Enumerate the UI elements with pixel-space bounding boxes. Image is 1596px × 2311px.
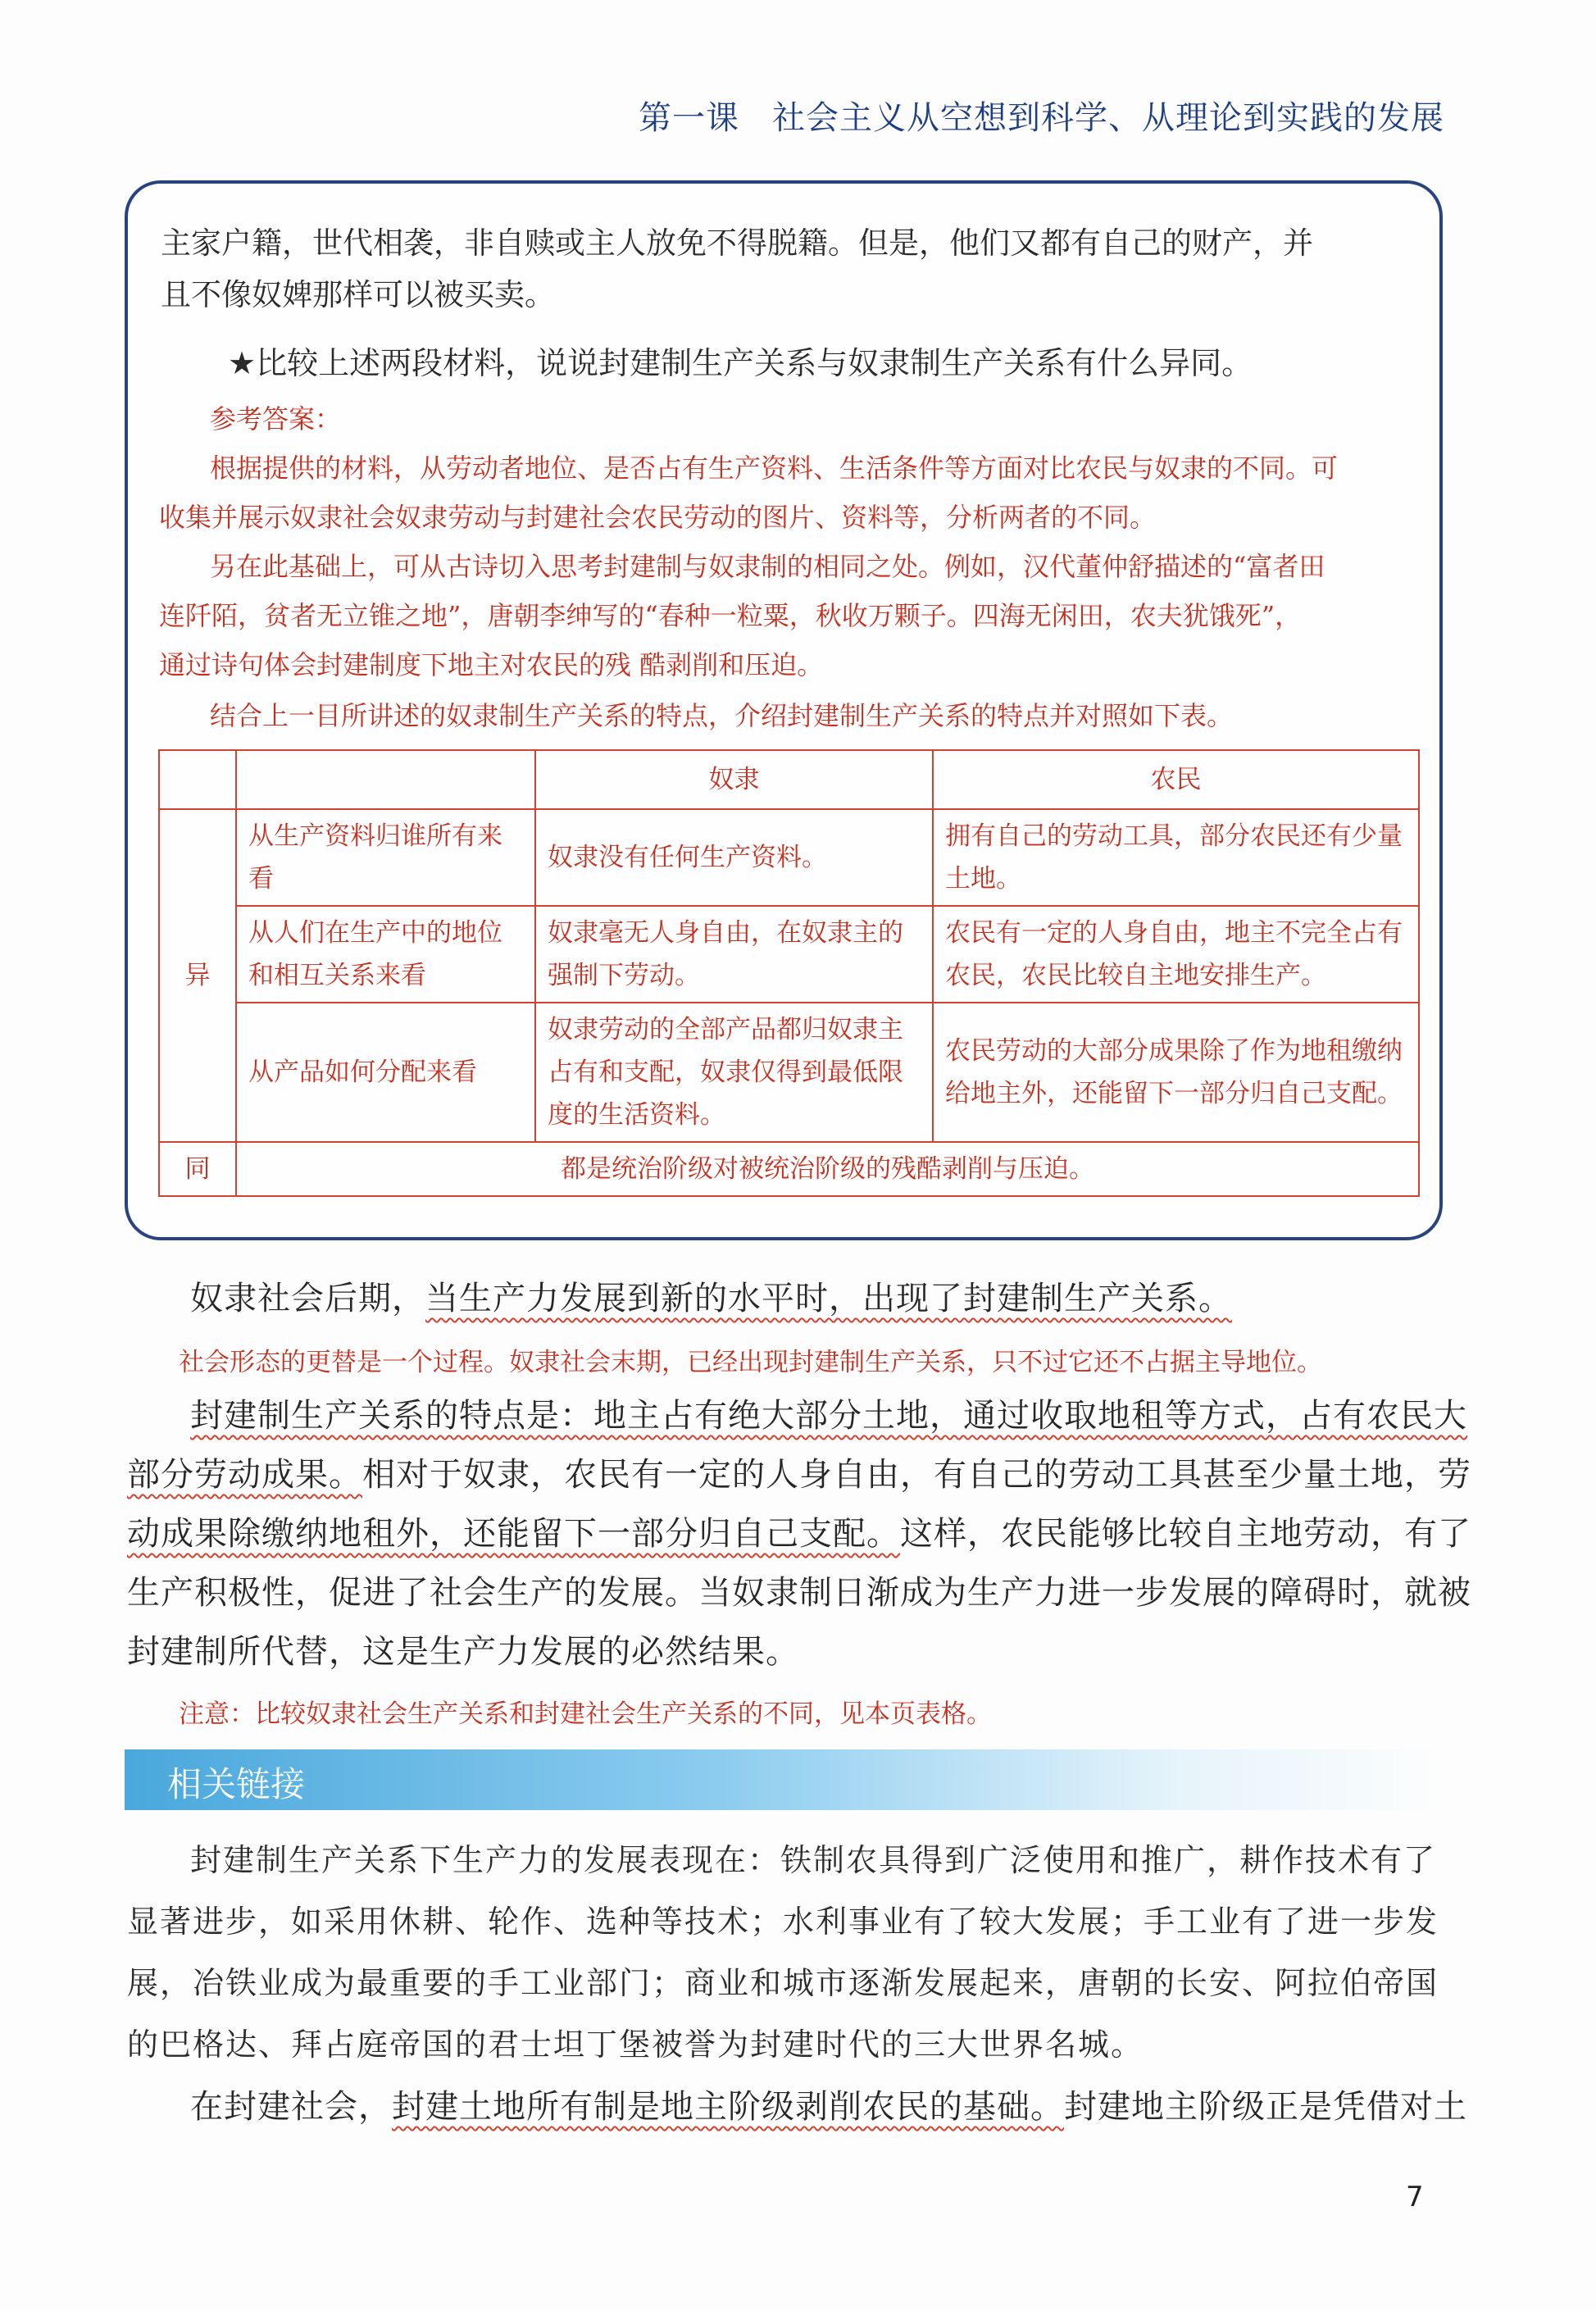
text-span: 奴隶社会后期， (190, 1280, 425, 1317)
page-number: 7 (1406, 2181, 1424, 2213)
underlined-text: 封建土地所有制是地主阶级剥削农民的基础。 (392, 2088, 1064, 2126)
peasant-cell: 农民劳动的大部分成果除了作为地租缴纳给地主外，还能留下一部分归自己支配。 (933, 1003, 1419, 1142)
answer-line: 收集并展示奴隶社会奴隶劳动与封建社会农民劳动的图片、资料等，分析两者的不同。 (159, 502, 1157, 533)
same-cell: 都是统治阶级对被统治阶级的残酷剥削与压迫。 (236, 1142, 1419, 1196)
related-links-header (125, 1749, 1443, 1810)
body-paragraph-2 (127, 1508, 1471, 1554)
underlined-text: 动成果除缴纳地租外，还能留下一部分归自己支配。 (127, 1515, 900, 1553)
table-header-row (159, 750, 1419, 809)
text-span: 封建地主阶级正是凭借对土 (1064, 2088, 1467, 2126)
answer-line: 结合上一目所讲述的奴隶制生产关系的特点，介绍封建制生产关系的特点并对照如下表。 (210, 700, 1234, 731)
lesson-title: 社会主义从空想到科学、从理论到实践的发展 (772, 99, 1444, 137)
underlined-text: 封建制生产关系的特点是：地主占有绝大部分土地，通过收取地租等方式，占有农民大 (190, 1397, 1467, 1435)
text-span: 这样，农民能够比较自主地劳动，有了 (900, 1515, 1471, 1553)
table-row (159, 1003, 1419, 1142)
body-paragraph-2: 封建制所代替，这是生产力发展的必然结果。 (127, 1633, 799, 1671)
underlined-text: 部分劳动成果。 (127, 1456, 362, 1494)
body-paragraph-1 (190, 1272, 1232, 1319)
related-links-line: 显著进步，如采用休耕、轮作、选种等技术；水利事业有了较大发展；手工业有了进一步发 (127, 1904, 1439, 1940)
aspect-cell: 从生产资料归谁所有来看 (236, 809, 535, 906)
text-span: 在封建社会， (190, 2088, 392, 2126)
question: ★比较上述两段材料，说说封建制生产关系与奴隶制生产关系有什么异同。 (228, 345, 1253, 381)
diff-label: 异 (159, 809, 236, 1142)
table-header (236, 750, 535, 809)
peasant-cell: 拥有自己的劳动工具，部分农民还有少量土地。 (933, 809, 1419, 906)
slave-cell: 奴隶没有任何生产资料。 (535, 809, 933, 906)
teacher-note-1: 社会形态的更替是一个过程。奴隶社会末期，已经出现封建制生产关系，只不过它还不占据主导地位。 (179, 1348, 1322, 1377)
body-paragraph-2 (127, 1449, 1471, 1495)
peasant-cell: 农民有一定的人身自由，地主不完全占有农民，农民比较自主地安排生产。 (933, 906, 1419, 1003)
slave-cell: 奴隶劳动的全部产品都归奴隶主占有和支配，奴隶仅得到最低限度的生活资料。 (535, 1003, 933, 1142)
table-row (159, 809, 1419, 906)
material-line-1: 主家户籍，世代相袭，非自赎或主人放免不得脱籍。但是，他们又都有自己的财产，并 (161, 225, 1313, 261)
related-links-line: 展，冶铁业成为最重要的手工业部门；商业和城市逐渐发展起来，唐朝的长安、阿拉伯帝国 (127, 1965, 1439, 2001)
underlined-text: 当生产力发展到新的水平时，出现了封建制生产关系。 (425, 1280, 1232, 1317)
comparison-table (158, 749, 1420, 1197)
aspect-cell: 从人们在生产中的地位和相互关系来看 (236, 906, 535, 1003)
answer-line: 根据提供的材料，从劳动者地位、是否占有生产资料、生活条件等方面对比农民与奴隶的不同。可 (210, 453, 1339, 484)
aspect-cell: 从产品如何分配来看 (236, 1003, 535, 1142)
table-row (159, 906, 1419, 1003)
lesson-label: 第一课 (639, 99, 739, 137)
text-span: 相对于奴隶，农民有一定的人身自由，有自己的劳动工具甚至少量土地，劳 (362, 1456, 1471, 1494)
answer-line: 通过诗句体会封建制度下地主对农民的残 酷剥削和压迫。 (159, 649, 824, 680)
same-label: 同 (159, 1142, 236, 1196)
teacher-note-2: 注意：比较奴隶社会生产关系和封建社会生产关系的不同，见本页表格。 (179, 1699, 992, 1729)
page-header (639, 92, 1444, 139)
table-header-slave: 奴隶 (535, 750, 933, 809)
material-box (125, 180, 1443, 1240)
body-paragraph-2: 生产积极性，促进了社会生产的发展。当奴隶制日渐成为生产力进一步发展的障碍时，就被 (127, 1574, 1471, 1612)
answer-line: 连阡陌，贫者无立锥之地”，唐朝李绅写的“春种一粒粟，秋收万颗子。四海无闲田，农夫犹饿死”， (159, 600, 1302, 631)
related-links-line: 的巴格达、拜占庭帝国的君士坦丁堡被誉为封建时代的三大世界名城。 (127, 2027, 1144, 2063)
body-paragraph-3 (190, 2081, 1467, 2127)
body-paragraph-2 (190, 1390, 1467, 1436)
answer-label: 参考答案： (210, 403, 342, 434)
table-header-peasant: 农民 (933, 750, 1419, 809)
answer-line: 另在此基础上，可从古诗切入思考封建制与奴隶制的相同之处。例如，汉代董仲舒描述的“富者田 (210, 551, 1325, 582)
related-links-line: 封建制生产关系下生产力的发展表现在：铁制农具得到广泛使用和推广，耕作技术有了 (190, 1842, 1437, 1878)
related-links-title: 相关链接 (167, 1764, 306, 1804)
table-row (159, 1142, 1419, 1196)
table-header (159, 750, 236, 809)
slave-cell: 奴隶毫无人身自由，在奴隶主的强制下劳动。 (535, 906, 933, 1003)
material-line-2: 且不像奴婢那样可以被买卖。 (161, 277, 555, 312)
